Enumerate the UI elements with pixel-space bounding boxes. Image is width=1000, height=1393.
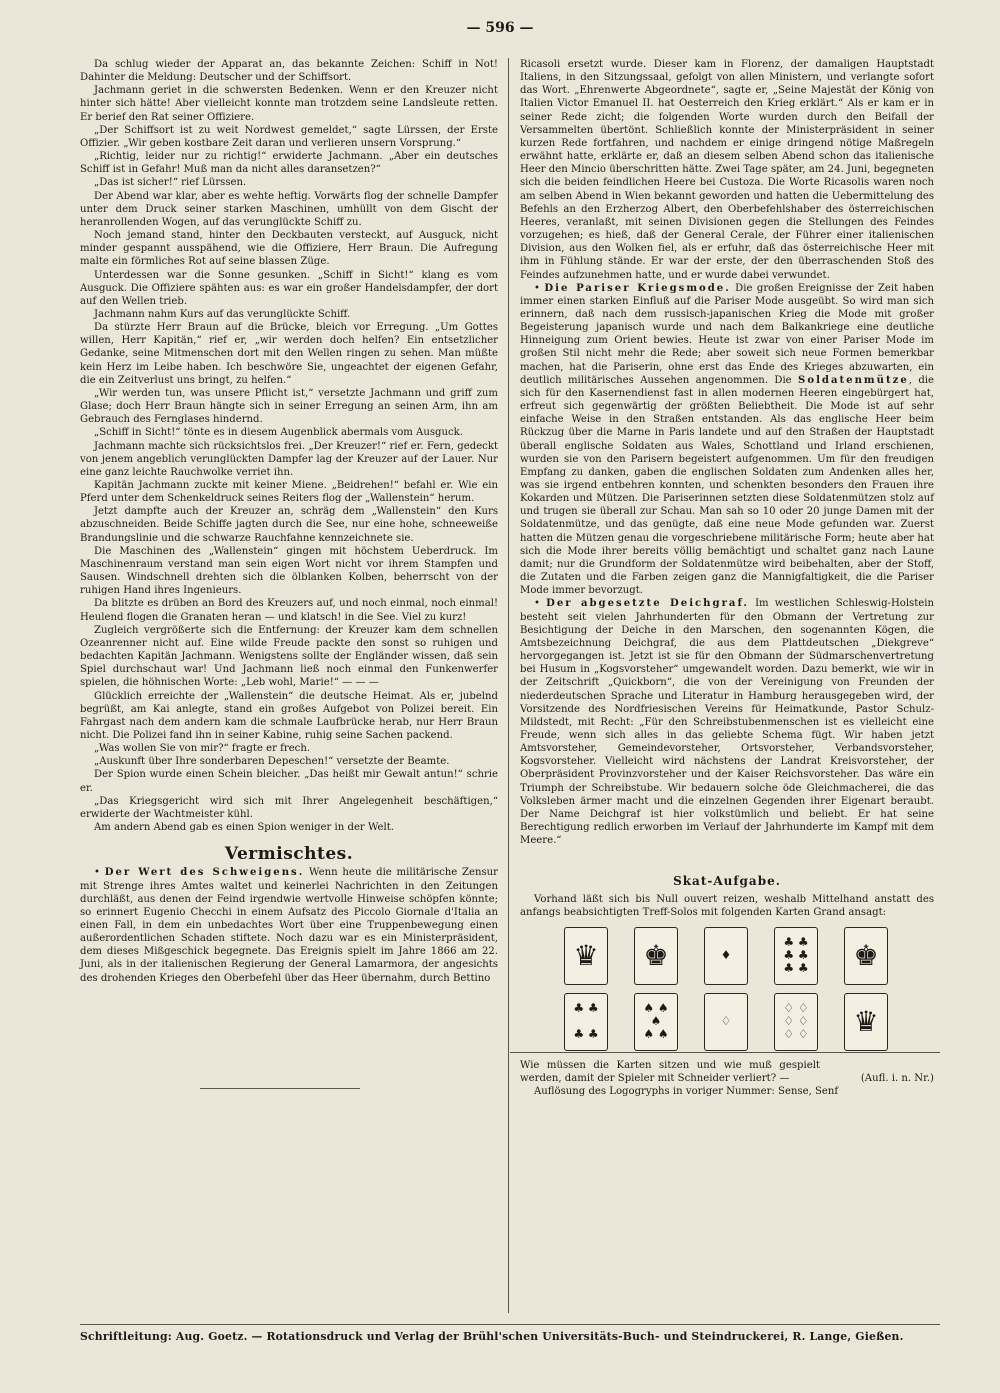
story-paragraph: Da schlug wieder der Apparat an, das bekannte Zeichen: Schiff in Not! Dahinter die Meldung: Deutscher und der Schiffsort. (80, 59, 498, 84)
playing-card (634, 993, 678, 1051)
story-paragraph: „Das Kriegsgericht wird sich mit Ihrer Angelegenheit beschäftigen,“ erwiderte der Wachtmeister kühl. (80, 795, 498, 820)
story-paragraph: Jetzt dampfte auch der Kreuzer an, schräg dem „Wallenstein“ den Kurs abzuschneiden. Beide Schiffe jagten durch die See, nur eine hohe, schneeweiße Brandungslinie und die schwarze Rauchfahne kennzeichnete sie. (80, 506, 498, 544)
skat-question-row (520, 1059, 934, 1085)
story-paragraph: Jachmann geriet in die schwersten Bedenken. Wenn er den Kreuzer nicht hinter sich hätte! Aber vielleicht konnte man trotzdem seine Landsleute retten. Er berief den Rat seiner Offiziere. (80, 85, 498, 123)
misc-article-schweigen: • Der Wert des Schweigens. Wenn heute die militärische Zensur mit Strenge ihres Amtes waltet und keinerlei Nachrichten in den Zeitungen durchläßt, aus denen der Feind irgendwie wertvolle Hinweise schöpfen könnte; so erinnert Eugenio Checchi in einem Aufsatz des Piccolo Giornale d'Italia an einen Fall, in dem ein unbedachtes Wort über eine Truppenbewegung einen außerordentlichen Schaden stiftete. Noch dazu war es ein Ministerpräsident, dem dieses Mißgeschick begegnete. Das Ereignis spielt im Jahre 1866 am 22. Juni, als in der italienischen Regierung der General Lamarmora, der angesichts des drohenden Krieges den Oberbefehl über das Heer übernahm, durch Bettino (80, 867, 498, 984)
fashion-text: Die großen Ereignisse der Zeit haben immer einen starken Einfluß auf die Pariser Mode ausgeübt. So wird man sich erinnern, daß nach dem russisch-japanischen Krieg die Mode mit großer Begeisterung japanisch wurde und nach dem Balkankriege eine deutliche Hinneigung zum Orient bewies. Heute ist zwar von einer Pariser Mode im großen Stil nicht mehr die Rede; aber soweit sich neue Formen bemerkbar machen, hat die Pariserin, ohne erst das Ende des Krieges abzuwarten, ein deutlich militärisches Aussehen angenommen. Die (520, 282, 935, 386)
story-paragraph: „Wir werden tun, was unsere Pflicht ist,“ versetzte Jachmann und griff zum Glase; doch Herr Braun hängte sich in seiner Erregung an seinen Arm, ihn am Gebrauch des Fernglases hindernd. (80, 387, 498, 426)
face-card-icon: ♚ (643, 938, 669, 972)
deich-article: • Der abgesetzte Deichgraf. Im westlichen Schleswig-Holstein besteht seit vielen Jahrhunderten für den Obmann der Vertretung zur Besichtigung der Deiche in den Marschen, den sogenannten Kögen, die Amtsbezeichnung Deichgraf, die aus dem Plattdeutschen „Diekgreve“ hervorgegangen ist. Jetzt ist sie für den Obmann der Südmarschenvertretung bei Husum in „Kogsvorsteher“ umgewandelt worden. Dazu bemerkt, wie wir in der Zeitschrift „Quickborn“, die von der Vereinigung von Freunden der niederdeutschen Sprache und Literatur in Hamburg herausgegeben wird, der Vorsitzende des Nordfriesischen Vereins für Heimatkunde, Pastor Schulz-Mildstedt, mit Recht: „Für den Schreibstubenmenschen ist es vielleicht eine Freude, wenn sich alles in das geliebte Schema fügt. Wir haben jetzt Amtsvorsteher, Gemeindevorsteher, Ortsvorsteher, Verbandsvorsteher, Kogsvorsteher. Vielleicht wird nächstens der Landrat Kreisvorsteher, der Oberpräsident Provinzvorsteher und der Kaiser Reichsvorsteher. Das wäre ein Triumph der Schreibstube. Wir bedauern solche öde Gleichmacherei, die das Volksleben ärmer macht und die einzelnen Gegenden ihrer Eigenart beraubt. Der Name Deichgraf ist hier volkstümlich und beliebt. Er hat seine Berechtigung redlich erworben im Verlauf der Jahrhunderte im Kampf mit dem Meere.“ (520, 598, 934, 847)
fashion-text-2: , die sich für den Kasernendienst fast in allen modernen Heeren eingebürgert hat, erfreut sich gegenwärtig der größten Beliebtheit. Die Mode ist auf sehr einfache Weise in den Straßen entstanden. Als das englische Heer beim Rückzug über die Marne in Paris landete und auf den Straßen der Hauptstadt überall englische Soldaten aus Wales, Schottland und Irland erschienen, wurden sie von den Parisern begeistert aufgenommen. Um für den freudigen Empfang zu danken, gaben die englischen Soldaten zum Andenken alles her, was sie irgend entbehren konnten, und schenkten besonders den Frauen ihre Kokarden und Mützen. Die Pariserinnen setzten diese Soldatenmützen stolz auf und trugen sie überall zur Schau. Man sah so 10 oder 20 junge Damen mit der Soldatenmütze, und das genügte, daß eine neue Mode gefunden war. Zuerst hatten die Mützen genau die vorgeschriebene militärische Form; heute aber hat sich die Mode ihrer bereits völlig bemächtigt und schaltet ganz nach Laune damit; nur die Grundform der Soldatenmütze wird beibehalten, aber der Stoff, die Zutaten und die Farben zeigen ganz die Mannigfaltigkeit, die die Pariser Mode immer bevorzugt. (520, 374, 934, 597)
story-paragraph: Glücklich erreichte der „Wallenstein“ die deutsche Heimat. Als er, jubelnd begrüßt, am Kai anlegte, stand ein großes Aufgebot von Polizei bereit. Ein Fahrgast nach dem andern kam die schmale Laufbrücke herab, nur Herr Braun nicht. Die Polizei fand ihn in seiner Kabine, ruhig seine Sachen packend. (80, 690, 498, 741)
misc-continuation: Ricasoli ersetzt wurde. Dieser kam in Florenz, der damaligen Hauptstadt Italiens, in den Sitzungssaal, gefolgt von allen Ministern, und verlangte sofort das Wort. „Ehrenwerte Abgeordnete“, sagte er, „Seine Majestät der König von Italien Victor Emanuel II. hat Oesterreich den Krieg erklärt.“ Als er kam er in seiner Rede zicht; die folgenden Worte wurden durch den Beifall der Versammelten übertönt. Schließlich konnte der Ministerpräsident in seiner kurzen Rede fortfahren, und nachdem er einige dringend nötige Maßregeln erwähnt hatte, erklärte er, daß an diesem selben Abend schon das italienische Heer den Mincio überschritten hätte. Zwei Tage später, am 24. Juni, begegneten sich die beiden feindlichen Heere bei Custoza. Die Worte Ricasolis waren noch am selben Abend in Wien bekannt geworden und hatten die Uebermittelung des Befehls an den Erzherzog Albert, den Oberbefehlshaber des österreichischen Heeres, veranlaßt, mit seinen Divisionen gegen die Stellungen des Feindes vorzugehen; es hieß, daß der General Cerale, der Führer einer italienischen Division, aus den Wolken fiel, als er erfuhr, daß das österreichische Heer mit ihm in Fühlung stände. Er war der erste, der den überraschenden Stoß des Feindes aufzunehmen hatte, und er wurde dabei verwundet. (520, 59, 934, 281)
face-card-icon: ♚ (853, 938, 879, 972)
playing-card (634, 927, 678, 985)
card-pips-icon: ♠ ♠ ♠ ♠ ♠ (643, 1001, 669, 1042)
skat-title: Skat-Aufgabe. (673, 874, 781, 889)
imprint: Schriftleitung: Aug. Goetz. — Rotationsdruck und Verlag der Brühl'schen Universitäts-Buch- und Steindruckerei, R. Lange, Gießen. (80, 1324, 940, 1343)
column-divider (508, 58, 509, 1313)
story-paragraph: Zugleich vergrößerte sich die Entfernung: der Kreuzer kam dem schnellen Ozeanrenner nicht auf. Eine wilde Freude packte den sonst so ruhigen und bedachten Kapitän Jachmann. Wenigstens sollte der Engländer wissen, daß sein Spiel durchschaut war! Und Jachmann ließ noch einmal den Funkenwerfer spielen, die höhnischen Worte: „Leb wohl, Marie!“ — — — (80, 624, 498, 689)
playing-card (564, 993, 608, 1051)
fashion-term: Soldatenmütze (798, 374, 909, 386)
skat-text: Vorhand läßt sich bis Null ouvert reizen, weshalb Mittelhand anstatt des anfangs beabsichtigten Treff-Solos mit folgenden Karten Grand ansagt: (520, 893, 934, 918)
fashion-lead: Die Pariser Kriegsmode. (544, 282, 731, 294)
story-paragraph: Unterdessen war die Sonne gesunken. „Schiff in Sicht!“ klang es vom Ausguck. Die Offiziere spähten aus: es war ein großer Handelsdampfer, der dort auf den Wellen trieb. (80, 269, 498, 307)
skat-cards (520, 927, 934, 1051)
story-paragraph: „Richtig, leider nur zu richtig!“ erwiderte Jachmann. „Aber ein deutsches Schiff ist in Gefahr! Muß man da nicht alles daransetzen?“ (80, 151, 498, 176)
playing-card (844, 993, 888, 1051)
misc-lead: Der Wert des Schweigens. (104, 867, 305, 879)
story-paragraph: Jachmann machte sich rücksichtslos frei. „Der Kreuzer!“ rief er. Fern, gedeckt von jenem angeblich verunglückten Dampfer lag der Kreuzer auf der Lauer. Nur eine ganz leichte Rauchwolke verriet ihn. (80, 440, 498, 478)
section-rule-right (510, 1052, 940, 1053)
story-paragraph: Jachmann nahm Kurs auf das verunglückte Schiff. (94, 308, 351, 320)
face-card-icon: ♛ (573, 938, 599, 972)
skat-question: Wie müssen die Karten sitzen und wie muß gespielt werden, damit der Spieler mit Schneider verliert? — (520, 1059, 820, 1084)
section-rule-left (200, 1088, 360, 1089)
deich-text: Im westlichen Schleswig-Holstein besteht seit vielen Jahrhunderten für den Obmann der Vertretung zur Besichtigung der Deiche in den Marschen, den sogenannten Kögen, die Amtsbezeichnung Deichgraf, die aus dem Plattdeutschen „Diekgreve“ hervorgegangen ist. Jetzt ist sie für den Obmann der Südmarschenvertretung bei Husum in „Kogsvorsteher“ umgewandelt worden. Dazu bemerkt, wie wir in der Zeitschrift „Quickborn“, die von der Vereinigung von Freunden der niederdeutschen Sprache und Literatur in Hamburg herausgegeben wird, der Vorsitzende des Nordfriesischen Vereins für Heimatkunde, Pastor Schulz-Mildstedt, mit Recht: „Für den Schreibstubenmenschen ist es vielleicht eine Freude, wenn sich alles in das geliebte Schema fügt. Wir haben jetzt Amtsvorsteher, Gemeindevorsteher, Ortsvorsteher, Verbandsvorsteher, Kogsvorsteher. Vielleicht wird nächstens der Landrat Kreisvorsteher, der Oberpräsident Provinzvorsteher und der Kaiser Reichsvorsteher. Das wäre ein Triumph der Schreibstube. Wir bedauern solche öde Gleichmacherei, die das Volksleben ärmer macht und die einzelnen Gegenden ihrer Eigenart beraubt. Der Name Deichgraf ist hier volkstümlich und beliebt. Er hat seine Berechtigung redlich erworben im Verlauf der Jahrhunderte im Kampf mit dem Meere.“ (520, 598, 934, 847)
left-column (80, 58, 498, 985)
skat-source: (Aufl. i. n. Nr.) (860, 1073, 934, 1084)
story-paragraph: „Was wollen Sie von mir?“ fragte er frech. (94, 743, 311, 755)
story-paragraph: „Auskunft über Ihre sonderbaren Depeschen!“ versetzte der Beamte. (94, 756, 450, 768)
right-column (520, 58, 934, 1098)
playing-card (704, 993, 748, 1051)
card-pips-icon: ♦ (720, 948, 732, 963)
story-paragraph: Da stürzte Herr Braun auf die Brücke, bleich vor Erregung. „Um Gottes willen, Herr Kapitän,“ rief er, „wir werden doch helfen? Ein entsetzlicher Gedanke, seine Mitmenschen dort mit den Wellen ringen zu sehen. Man müßte kein Herz im Leibe haben. Ich beschwöre Sie, ungeachtet der eigenen Gefahr, die ein Zeitverlust uns bringt, zu helfen.“ (80, 322, 498, 386)
section-title: Vermischtes. (224, 844, 354, 865)
story-paragraph: Kapitän Jachmann zuckte mit keiner Miene. „Beidrehen!“ befahl er. Wie ein Pferd unter dem Schenkeldruck seines Reiters flog der „Wallenstein“ herum. (80, 480, 498, 505)
story-paragraph: Der Abend war klar, aber es wehte heftig. Vorwärts flog der schnelle Dampfer unter dem Druck seiner starken Maschinen, umhüllt von dem Gischt der heranrollenden Wogen, auf das verunglückte Schiff zu. (80, 190, 498, 228)
story-paragraph: Am andern Abend gab es einen Spion weniger in der Welt. (94, 822, 394, 834)
face-card-icon: ♛ (853, 1004, 879, 1038)
story-paragraph: „Schiff in Sicht!“ tönte es in diesem Augenblick abermals vom Ausguck. (94, 427, 463, 439)
playing-card (774, 993, 818, 1051)
story-paragraph: Noch jemand stand, hinter den Deckbauten versteckt, auf Ausguck, nicht minder gespannt ausspähend, wie die Offiziere, Herr Braun. Die Aufregung malte ein förmliches Rot auf seine blassen Züge. (80, 230, 498, 268)
misc-text: Wenn heute die militärische Zensur mit Strenge ihres Amtes waltet und keinerlei Nachrichten in den Zeitungen durchläßt, aus denen der Feind irgendwie wertvolle Hinweise schöpfen könnte; so erinnert Eugenio Checchi in einem Aufsatz des Piccolo Giornale d'Italia an einen Fall, in dem ein unbedachtes Wort über eine Truppenbewegung einen außerordentlichen Schaden stiftete. Noch dazu war es ein Ministerpräsident, dem dieses Mißgeschick begegnete. Das Ereignis spielt im Jahre 1866 am 22. Juni, als in der italienischen Regierung der General Lamarmora, der angesichts des drohenden Krieges den Oberbefehl über das Heer übernahm, durch Bettino (80, 867, 498, 984)
card-pips-icon: ♢ (720, 1014, 732, 1029)
story-paragraph: Die Maschinen des „Wallenstein“ gingen mit höchstem Ueberdruck. Im Maschinenraum verstand man sein eigen Wort nicht vor ihrem Stampfen und Sausen. Windschnell drehten sich die ölblanken Kolben, beherrscht von der ruhigen Hand ihres Ingenieurs. (80, 545, 498, 597)
story-section (80, 58, 498, 834)
playing-card (564, 927, 608, 985)
fashion-article: • Die Pariser Kriegsmode. Die großen Ereignisse der Zeit haben immer einen starken Einfluß auf die Pariser Mode ausgeübt. So wird man sich erinnern, daß nach dem russisch-japanischen Krieg die Mode mit großer Begeisterung japanisch wurde und nach dem Balkankriege eine deutliche Hinneigung zum Orient bewies. Heute ist zwar von einer Pariser Mode im großen Stil nicht mehr die Rede; aber soweit sich neue Formen bemerkbar machen, hat die Pariserin, ohne erst das Ende des Krieges abzuwarten, ein deutlich militärisches Aussehen angenommen. Die Soldatenmütze, die sich für den Kasernendienst fast in allen modernen Heeren eingebürgert hat, erfreut sich gegenwärtig der größten Beliebtheit. Die Mode ist auf sehr einfache Weise in den Straßen entstanden. Als das englische Heer beim Rückzug über die Marne in Paris landete und auf den Straßen der Hauptstadt überall englische Soldaten aus Wales, Schottland und Irland erschienen, wurden sie von den Parisern begeistert aufgenommen. Um für den freudigen Empfang zu danken, gaben die englischen Soldaten zum Andenken alles her, was sie irgend entbehren konnten, und schenkten besonders den Frauen ihre Kokarden und Mützen. Die Pariserinnen setzten diese Soldatenmützen stolz auf und trugen sie überall zur Schau. Man sah so 10 oder 20 junge Damen mit der Soldatenmütze, und das genügte, daß eine neue Mode gefunden war. Zuerst hatten die Mützen genau die vorgeschriebene militärische Form; heute aber hat sich die Mode ihrer bereits völlig bemächtigt und schaltet ganz nach Laune damit; nur die Grundform der Soldatenmütze wird beibehalten, aber der Stoff, die Zutaten und die Farben zeigen ganz die Mannigfaltigkeit, die die Pariser Mode immer bevorzugt. (520, 282, 935, 597)
story-paragraph: „Der Schiffsort ist zu weit Nordwest gemeldet,“ sagte Lürssen, der Erste Offizier. „Wir geben kostbare Zeit daran und verlieren unsern Vorsprung.“ (80, 124, 498, 149)
story-paragraph: Der Spion wurde einen Schein bleicher. „Das heißt mir Gewalt antun!“ schrie er. (80, 769, 498, 794)
card-pips-icon: ♣ ♣ ♣ ♣ (573, 1001, 599, 1042)
card-pips-icon: ♢ ♢ ♢ ♢ ♢ ♢ (783, 1001, 809, 1042)
spacer (520, 847, 934, 869)
card-pips-icon: ♣ ♣ ♣ ♣ ♣ ♣ (783, 935, 809, 976)
page-number: — 596 — (466, 20, 534, 36)
deich-lead: Der abgesetzte Deichgraf. (546, 598, 749, 610)
playing-card (844, 927, 888, 985)
playing-card (704, 927, 748, 985)
story-paragraph: Da blitzte es drüben an Bord des Kreuzers auf, und noch einmal, noch einmal! Heulend flogen die Granaten heran — und klatsch! in die See. Viel zu kurz! (80, 598, 498, 623)
story-paragraph: „Das ist sicher!“ rief Lürssen. (94, 177, 247, 189)
playing-card (774, 927, 818, 985)
logogryph-solution: Auflösung des Logogryphs in voriger Nummer: Sense, Senf (534, 1086, 839, 1098)
